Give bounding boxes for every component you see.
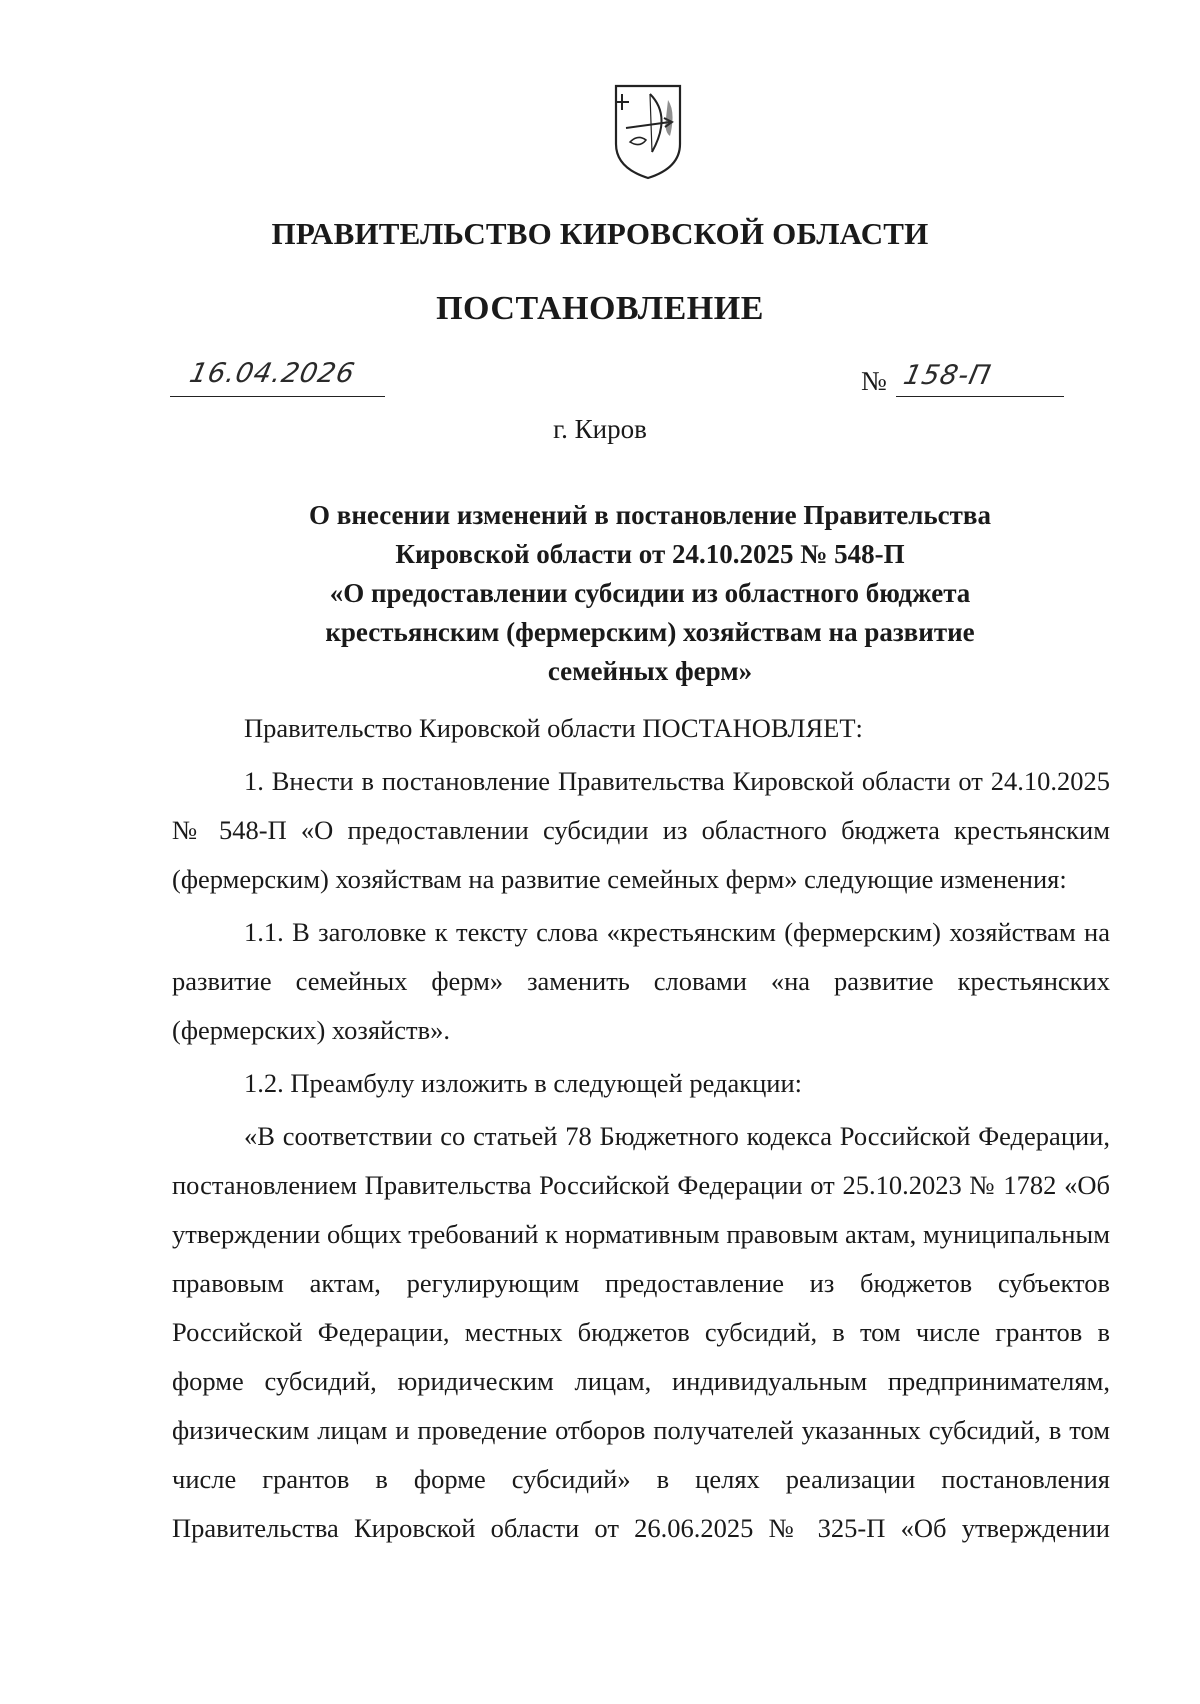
paragraph-1: 1. Внести в постановление Правительства Кировской области от 24.10.2025 № 548-П «О предоставлении субсидии из областного бюджета крестьянским (фермерским) хозяйствам на развитие семейных ферм» следующие изменения:: [172, 766, 1110, 894]
paragraph-1-2: 1.2. Преамбулу изложить в следующей редакции:: [244, 1068, 803, 1098]
document-type: ПОСТАНОВЛЕНИЕ: [436, 290, 764, 327]
preamble-paragraph: Правительство Кировской области ПОСТАНОВЛЯЕТ:: [244, 713, 863, 743]
document-title: [240, 496, 1060, 691]
title-line: О внесении изменений в постановление Правительства: [309, 500, 991, 530]
title-line: «О предоставлении субсидии из областного бюджета: [329, 578, 971, 608]
number-field: [896, 360, 1064, 397]
government-name: ПРАВИТЕЛЬСТВО КИРОВСКОЙ ОБЛАСТИ: [271, 216, 929, 251]
date-field: [170, 358, 385, 397]
handwritten-number: 158-П: [900, 360, 994, 391]
document-body: [172, 704, 1110, 1557]
kirov-coat-of-arms-icon: [610, 82, 686, 180]
title-line: крестьянским (фермерским) хозяйствам на развитие: [325, 617, 975, 647]
paragraph-1-1: 1.1. В заголовке к тексту слова «крестьянским (фермерским) хозяйствам на развитие семейных ферм» заменить словами «на развитие крестьянских (фермерских) хозяйств».: [172, 917, 1110, 1045]
city: г. Киров: [553, 414, 647, 444]
title-line: семейных ферм»: [547, 656, 753, 686]
title-line: Кировской области от 24.10.2025 № 548-П: [395, 539, 905, 569]
number-label: №: [861, 366, 887, 396]
quoted-preamble: «В соответствии со статьей 78 Бюджетного кодекса Российской Федерации, постановлением Правительства Российской Федерации от 25.10.2023 № 1782 «Об утверждении общих требований к нормативным правовым актам, муниципальным правовым актам, регулирующим предоставление из бюджетов субъектов Российской Федерации, местных бюджетов субсидий, в том числе грантов в форме субсидий, юридическим лицам, индивидуальным предпринимателям, физическим лицам и проведение отборов получателей указанных субсидий, в том числе грантов в форме субсидий» в целях реализации постановления Правительства Кировской области от 26.06.2025 № 325-П «Об утверждении: [172, 1121, 1110, 1543]
handwritten-date: 16.04.2026: [186, 358, 358, 389]
